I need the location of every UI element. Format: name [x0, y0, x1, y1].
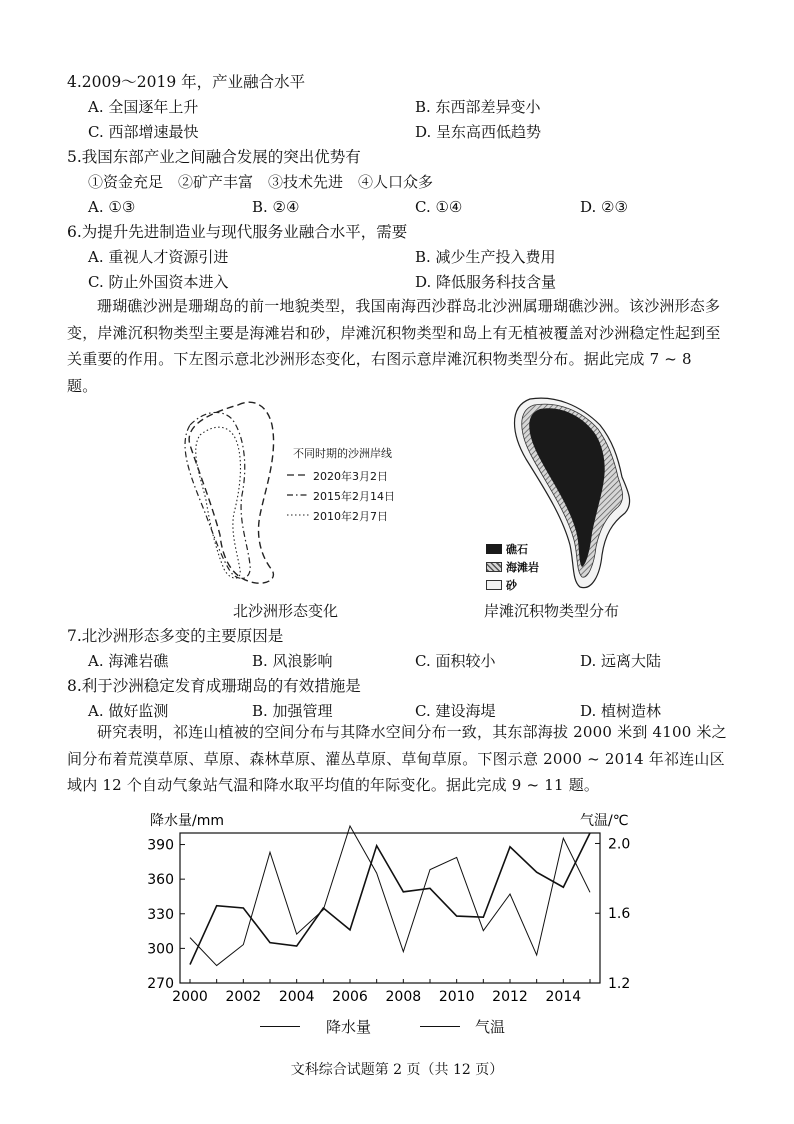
y-left-axis-label: 降水量/mm — [150, 813, 224, 829]
legend-reef-swatch — [486, 544, 502, 554]
q7-option-d: D. 远离大陆 — [580, 652, 662, 670]
q4-option-c: C. 西部增速最快 — [88, 123, 199, 141]
q5-option-d: D. ②③ — [580, 198, 628, 216]
x-tick-label: 2006 — [332, 989, 368, 1005]
shoreline-legend — [285, 445, 425, 525]
shoreline-2020 — [189, 402, 273, 583]
q5-stem: 5.我国东部产业之间融合发展的突出优势有 — [67, 148, 361, 166]
q8-option-a: A. 做好监测 — [88, 702, 169, 720]
shoreline-2015 — [185, 412, 250, 578]
passage-qilian: 研究表明，祁连山植被的空间分布与其降水空间分布一致，其东部海拔 2000 米到 4100 米之间分布着荒漠草原、草原、森林草原、灌丛草原、草甸草原。下图示意 2000 ~ 2014 年祁连山区域内 12 个自动气象站气温和降水取平均值的年际变化。据此完成 9 ~ 11 题。 — [67, 723, 727, 794]
q4-option-a: A. 全国逐年上升 — [88, 98, 199, 116]
q4-stem: 4.2009～2019 年，产业融合水平 — [67, 73, 306, 91]
q6-option-b: B. 减少生产投入费用 — [415, 248, 556, 266]
y-right-axis-label: 气温/℃ — [580, 813, 629, 829]
caption-shoreline: 北沙洲形态变化 — [233, 602, 339, 620]
chart-lines — [190, 826, 590, 966]
temp-series-line — [190, 826, 590, 966]
sediment-legend — [486, 540, 566, 600]
y-right-tick-label: 1.6 — [608, 906, 631, 923]
q5-option-a: A. ①③ — [88, 198, 136, 216]
q7-option-a: A. 海滩岩礁 — [88, 652, 169, 670]
x-tick-label: 2002 — [225, 989, 262, 1005]
legend-precip-line — [260, 1026, 300, 1027]
q8-stem: 8.利于沙洲稳定发育成珊瑚岛的有效措施是 — [67, 677, 361, 695]
q5-option-c: C. ①④ — [415, 198, 463, 216]
legend-title: 不同时期的沙洲岸线 — [293, 447, 392, 460]
q7-stem: 7.北沙洲形态多变的主要原因是 — [67, 627, 284, 645]
q8-option-d: D. 植树造林 — [580, 702, 662, 720]
q6-option-d: D. 降低服务科技含量 — [415, 273, 557, 291]
q6-option-a: A. 重视人才资源引进 — [88, 248, 229, 266]
legend-temp: 气温 — [475, 1018, 506, 1036]
q8-option-c: C. 建设海堤 — [415, 702, 496, 720]
x-tick-label: 2000 — [172, 989, 208, 1005]
y-right-tick-label: 1.2 — [608, 976, 631, 992]
legend-sand: 砂 — [506, 579, 517, 592]
legend-2015: 2015年2月14日 — [313, 490, 395, 503]
legend-precip: 降水量 — [326, 1018, 372, 1036]
legend-sand-swatch — [486, 580, 502, 590]
precip-series-line — [190, 833, 590, 965]
page-footer: 文科综合试题第 2 页（共 12 页） — [290, 1062, 504, 1078]
q6-option-c: C. 防止外国资本进入 — [88, 273, 229, 291]
x-tick-label: 2004 — [278, 989, 315, 1005]
legend-reef: 礁石 — [506, 543, 528, 556]
climate-chart — [130, 805, 650, 1045]
x-tick-label: 2008 — [385, 989, 422, 1005]
x-tick-label: 2014 — [545, 989, 582, 1005]
q6-stem: 6.为提升先进制造业与现代服务业融合水平，需要 — [67, 223, 408, 241]
caption-sediment: 岸滩沉积物类型分布 — [484, 602, 620, 620]
q7-option-b: B. 风浪影响 — [252, 652, 333, 670]
q4-option-d: D. 呈东高西低趋势 — [415, 123, 542, 141]
y-left-tick-label: 390 — [147, 837, 174, 854]
legend-beachrock-swatch — [486, 562, 502, 572]
shoreline-2010 — [196, 427, 241, 578]
q5-items: ①资金充足 ②矿产丰富 ③技术先进 ④人口众多 — [88, 173, 434, 191]
legend-2020: 2020年3月2日 — [313, 470, 388, 483]
y-left-tick-label: 330 — [147, 906, 174, 923]
y-left-tick-label: 300 — [147, 941, 174, 958]
legend-beachrock: 海滩岩 — [506, 561, 539, 574]
legend-temp-line — [420, 1026, 460, 1027]
chart-legend — [260, 1016, 560, 1038]
q8-option-b: B. 加强管理 — [252, 702, 333, 720]
q4-option-b: B. 东西部差异变小 — [415, 98, 541, 116]
legend-2010: 2010年2月7日 — [313, 510, 388, 523]
q7-option-c: C. 面积较小 — [415, 652, 496, 670]
y-left-tick-label: 270 — [147, 976, 174, 992]
x-tick-label: 2012 — [492, 989, 528, 1005]
q5-option-b: B. ②④ — [252, 198, 300, 216]
x-tick-label: 2010 — [438, 989, 475, 1005]
y-left-tick-label: 360 — [147, 872, 174, 889]
passage-coral-sandbar: 珊瑚礁沙洲是珊瑚岛的前一地貌类型，我国南海西沙群岛北沙洲属珊瑚礁沙洲。该沙洲形态多变，岸滩沉积物类型主要是海滩岩和砂，岸滩沉积物类型和岛上有无植被覆盖对沙洲稳定性起到至关重要的作用。下左图示意北沙洲形态变化，右图示意岸滩沉积物类型分布。据此完成 7 ~ 8 题。 — [67, 297, 721, 395]
y-right-tick-label: 2.0 — [608, 836, 631, 853]
